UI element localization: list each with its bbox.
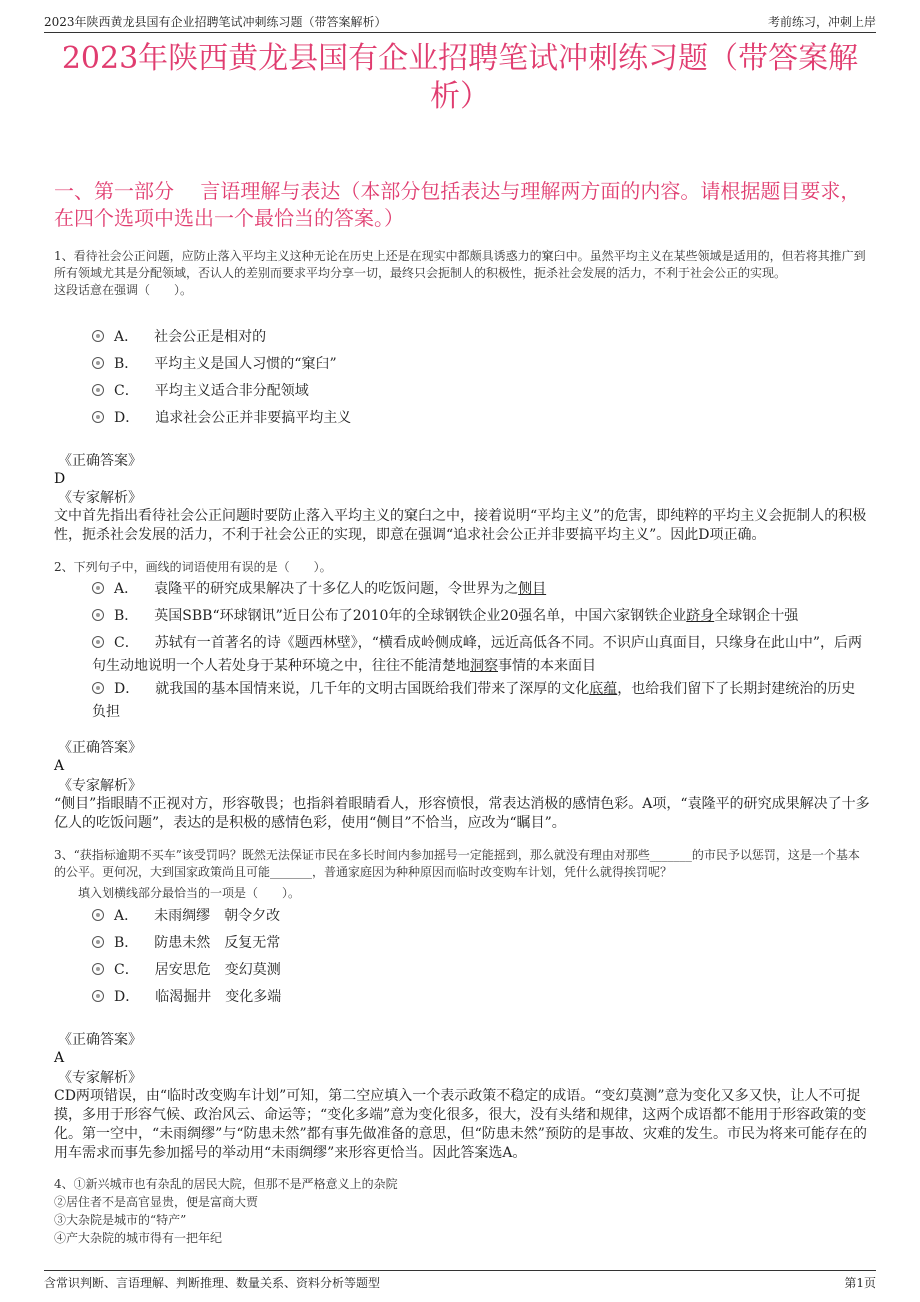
q3-option-d[interactable]: D． 临渴掘井 变化多端 — [92, 986, 870, 1009]
question-1-text: 1、看待社会公正问题，应防止落入平均主义这种无论在历史上还是在现实中都颇具诱惑力的窠臼中。虽然平均主义在某些领域是适用的，但若将其推广到所有领域尤其是分配领域，否认人的差别而要求平均分享一切，最终只会扼制人的积极性，扼杀社会发展的活力，不利于社会公正的实现。 — [54, 249, 866, 280]
radio-icon[interactable] — [92, 990, 104, 1002]
q2-answer: A — [54, 758, 65, 774]
q4-line-2: ②居住者不是高官显贵，便是富商大贾 — [54, 1195, 259, 1209]
underlined-word: 底蕴 — [589, 681, 618, 697]
q2-analysis: “侧目”指眼睛不正视对方，形容敬畏；也指斜着眼睛看人，形容愤恨，常表达消极的感情色彩。A项，“袁隆平的研究成果解决了十多亿人的吃饭问题”，表达的是积极的感情色彩，使用“侧目”不恰当，应改为“瞩目”。 — [54, 796, 870, 831]
q3-option-a[interactable]: A． 未雨绸缪 朝令夕改 — [92, 905, 870, 928]
header-doc-title: 2023年陕西黄龙县国有企业招聘笔试冲刺练习题（带答案解析） — [44, 15, 387, 29]
radio-icon[interactable] — [92, 411, 104, 423]
radio-icon[interactable] — [92, 936, 104, 948]
q3-option-b[interactable]: B． 防患未然 反复无常 — [92, 932, 870, 955]
header-slogan: 考前练习，冲刺上岸 — [767, 15, 876, 29]
q1-analysis-label: 《专家解析》 — [58, 490, 142, 506]
page-title: 2023年陕西黄龙县国有企业招聘笔试冲刺练习题（带答案解析） — [61, 41, 859, 114]
q2-option-d[interactable]: D． 就我国的基本国情来说，几千年的文明古国既给我们带来了深厚的文化底蕴，也给我们留下了长期封建统治的历史负担 — [92, 681, 856, 720]
q3-analysis: CD两项错误，由“临时改变购车计划”可知，第二空应填入一个表示政策不稳定的成语。“变幻莫测”意为变化又多又快，让人不可捉摸，多用于形容气候、政治风云、命运等；“变化多端”意为变化很多，很大，没有头绪和规律，这两个成语都不能用于形容政策的变化。第一空中，“未雨绸缪”与“防患未然”都有事先做准备的意思，但“防患未然”预防的是事故、灾难的发生。市民为将来可能存在的用车需求而事先参加摇号的举动用“未雨绸缪”来形容更恰当。因此答案选A。 — [54, 1088, 867, 1161]
underlined-word: 跻身 — [686, 608, 715, 624]
q2-option-a[interactable]: A． 袁隆平的研究成果解决了十多亿人的吃饭问题，令世界为之侧目 — [92, 578, 870, 601]
q2-option-b[interactable]: B． 英国SBB“环球钢讯”近日公布了2010年的全球钢铁企业20强名单，中国六家钢铁企业跻身全球钢企十强 — [92, 605, 870, 628]
q1-option-d[interactable]: D． 追求社会公正并非要搞平均主义 — [92, 407, 870, 430]
q4-line-1: 4、①新兴城市也有杂乱的居民大院，但那不是严格意义上的杂院 — [54, 1177, 398, 1191]
q3-answer-label: 《正确答案》 — [58, 1032, 142, 1048]
q3-answer: A — [54, 1050, 65, 1066]
q3-analysis-label: 《专家解析》 — [58, 1070, 142, 1086]
page-footer — [44, 1270, 876, 1291]
underlined-word: 侧目 — [518, 581, 547, 597]
radio-icon[interactable] — [92, 636, 104, 648]
question-3-stem: 3、“获指标逾期不买车”该受罚吗？既然无法保证市民在多长时间内参加摇号一定能摇到，那么就没有理由对那些_______的市民予以惩罚，这是一个基本的公平。更何况，大到国家政策尚且可能_______，普通家庭因为种种原因而临时改变购车计划，凭什么就得挨罚呢？ — [54, 848, 860, 879]
radio-icon[interactable] — [92, 357, 104, 369]
q1-analysis: 文中首先指出看待社会公正问题时要防止落入平均主义的窠臼之中，接着说明“平均主义”的危害，即纯粹的平均主义会扼制人的积极性，扼杀社会发展的活力，不利于社会公正的实现，即意在强调“追求社会公正并非要搞平均主义”。因此D项正确。 — [54, 508, 867, 543]
q4-line-3: ③大杂院是城市的“特产” — [54, 1213, 187, 1227]
question-1-stem — [54, 248, 870, 299]
radio-icon[interactable] — [92, 384, 104, 396]
question-3-ask: 填入划横线部分最恰当的一项是（ ）。 — [78, 886, 301, 900]
q2-answer-label: 《正确答案》 — [58, 740, 142, 756]
q1-option-a[interactable]: A． 社会公正是相对的 — [92, 326, 870, 349]
q2-analysis-label: 《专家解析》 — [58, 778, 142, 794]
radio-icon[interactable] — [92, 963, 104, 975]
radio-icon[interactable] — [92, 330, 104, 342]
page-number: 第1页 — [844, 1276, 876, 1290]
question-4-stem — [54, 1175, 870, 1247]
q1-option-b[interactable]: B． 平均主义是国人习惯的“窠臼” — [92, 353, 870, 376]
q2-option-c[interactable]: C． 苏轼有一首著名的诗《题西林壁》，“横看成岭侧成峰，远近高低各不同。不识庐山真面目，只缘身在此山中”，后两句生动地说明一个人若处身于某种环境之中，往往不能清楚地洞察事情的本来面目 — [92, 635, 863, 674]
radio-icon[interactable] — [92, 909, 104, 921]
q1-answer: D — [54, 471, 66, 487]
q1-option-c[interactable]: C． 平均主义适合非分配领域 — [92, 380, 870, 403]
q1-answer-label: 《正确答案》 — [58, 453, 142, 469]
radio-icon[interactable] — [92, 682, 104, 694]
radio-icon[interactable] — [92, 609, 104, 621]
q3-option-c[interactable]: C． 居安思危 变幻莫测 — [92, 959, 870, 982]
page-header — [44, 10, 876, 33]
section-heading: 一、第一部分 言语理解与表达（本部分包括表达与理解两方面的内容。请根据题目要求，在四个选项中选出一个最恰当的答案。） — [54, 179, 861, 230]
footer-description: 含常识判断、言语理解、判断推理、数量关系、资料分析等题型 — [44, 1276, 381, 1290]
underlined-word: 洞察 — [470, 658, 498, 674]
question-2-stem: 2、下列句子中，画线的词语使用有误的是（ ）。 — [54, 560, 332, 574]
q4-line-4: ④产大杂院的城市得有一把年纪 — [54, 1231, 223, 1245]
question-1-ask: 这段话意在强调（ ）。 — [54, 283, 193, 297]
radio-icon[interactable] — [92, 582, 104, 594]
